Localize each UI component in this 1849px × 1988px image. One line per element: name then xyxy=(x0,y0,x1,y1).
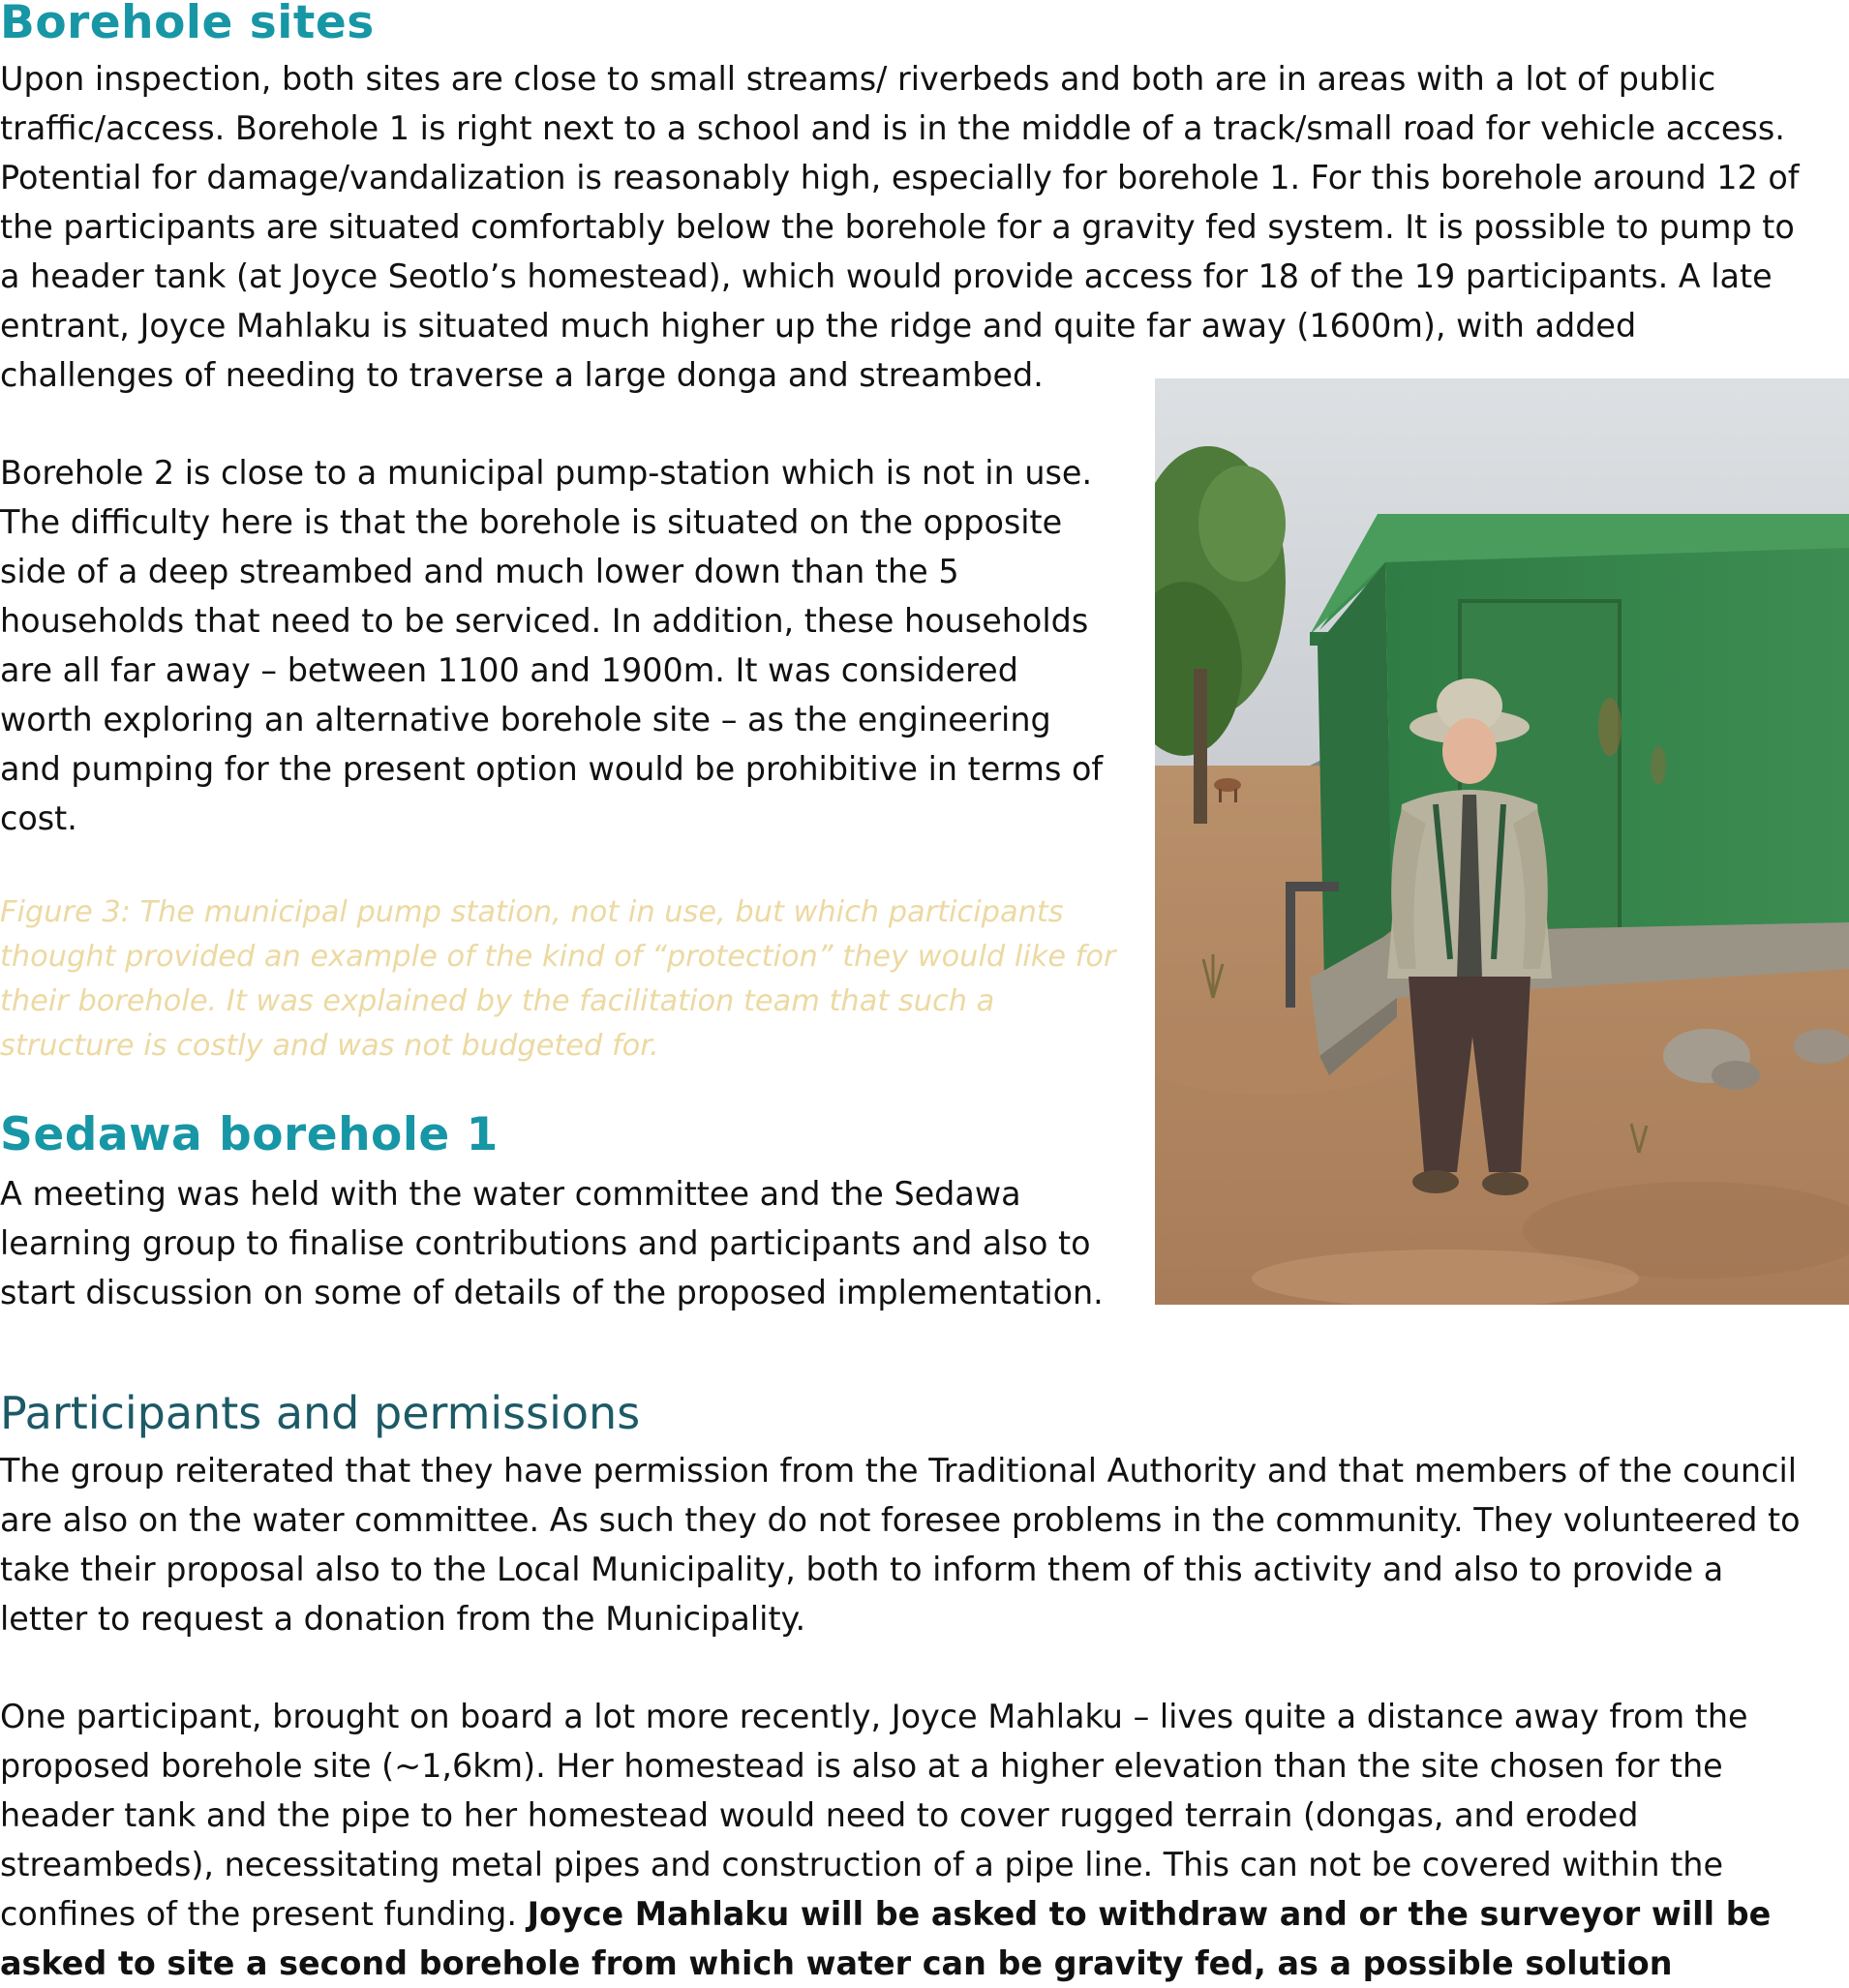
heading-participants-permissions: Participants and permissions xyxy=(0,1387,641,1439)
paragraph-borehole-sites-intro: Upon inspection, both sites are close to small streams/ riverbeds and both are in areas with a lot of public traffic/access. Borehole 1 is right next to a school and is in the middle of a track/small road for vehicle access. Potential for damage/vandalization is reasonably high, especially for borehole 1. For this borehole around 12 of the participants are situated comfortably below the borehole for a gravity fed system. It is possible to pump to a header tank (at Joyce Seotlo’s homestead), which would provide access for 18 of the 19 participants. A late entrant, Joyce Mahlaku is situated much higher up the ridge and quite far away (1600m), with added challenges of needing to traverse a large donga and streambed. xyxy=(0,60,1800,394)
paragraph-joyce-plain-text: One participant, brought on board a lot more recently, Joyce Mahlaku – lives quite a distance away from the proposed borehole site (~1,6km). Her homestead is also at a higher elevation than the site chosen for the header tank and the pipe to her homestead would need to cover rugged terrain (dongas, and eroded streambeds), necessitating metal pipes and construction of a pipe line. This can not be covered within the confines of the present funding. xyxy=(0,1698,1748,1933)
paragraph-joyce-mahlaku xyxy=(0,1692,1820,1988)
heading-sedawa-borehole-1: Sedawa borehole 1 xyxy=(0,1108,499,1161)
paragraph-sedawa-meeting: A meeting was held with the water committee and the Sedawa learning group to finalise contributions and participants and also to start discussion on some of details of the proposed implementation. xyxy=(0,1175,1104,1311)
paragraph-permissions: The group reiterated that they have permission from the Traditional Authority and that members of the council are also on the water committee. As such they do not foresee problems in the community. They volunteered to take their proposal also to the Local Municipality, both to inform them of this activity and also to provide a letter to request a donation from the Municipality. xyxy=(0,1452,1801,1638)
pump-station-photo xyxy=(1155,378,1849,1305)
paragraph-borehole-2: Borehole 2 is close to a municipal pump-station which is not in use. The difficulty here is that the borehole is situated on the opposite side of a deep streambed and much lower down than the 5 households that need to be serviced. In addition, these households are all far away – between 1100 and 1900m. It was considered worth exploring an alternative borehole site – as the engineering and pumping for the present option would be prohibitive in terms of cost. xyxy=(0,454,1104,837)
heading-borehole-sites: Borehole sites xyxy=(0,0,375,49)
figure-caption: Figure 3: The municipal pump station, not in use, but which participants thought provided an example of the kind of “protection” they would like for their borehole. It was explained by the facilitation team that such a structure is costly and was not budgeted for. xyxy=(0,895,1116,1063)
paragraph-joyce-bold-text: Joyce Mahlaku will be asked to withdraw and or the surveyor will be asked to site a second borehole from which water can be gravity fed, as a possible solution xyxy=(0,1895,1772,1982)
